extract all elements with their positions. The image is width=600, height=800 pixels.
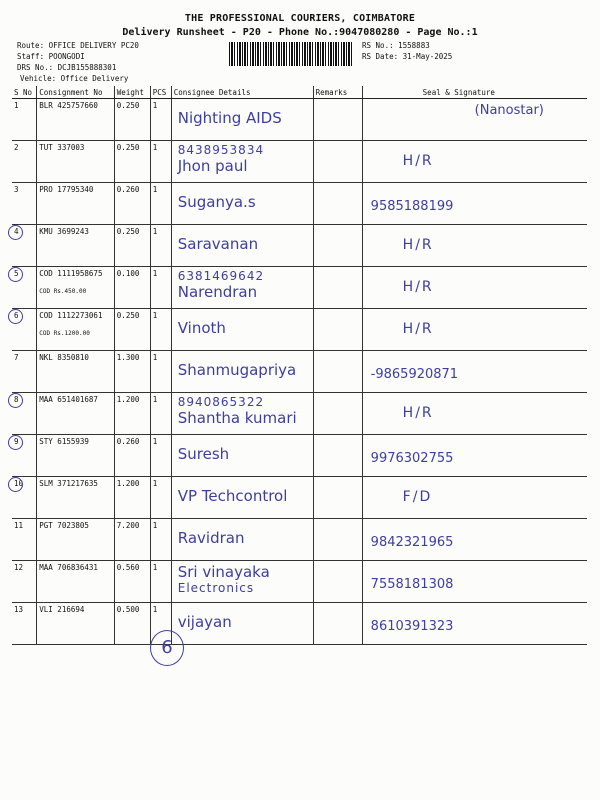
table-row bbox=[12, 99, 587, 141]
circled-serial-mark bbox=[8, 267, 23, 282]
cell-consignment-text: COD 1112273061 bbox=[39, 311, 103, 320]
cell-weight bbox=[114, 393, 150, 435]
cell-sno bbox=[12, 351, 37, 393]
col-consignee: Consignee Details bbox=[171, 86, 313, 99]
cell-consignment-text: PGT 7023805 bbox=[39, 521, 89, 530]
cell-sno bbox=[12, 99, 37, 141]
cell-consignee bbox=[171, 99, 313, 141]
consignee-name: Suresh bbox=[177, 445, 230, 463]
cell-sno bbox=[12, 183, 37, 225]
cell-pcs bbox=[150, 225, 171, 267]
cell-pcs bbox=[150, 267, 171, 309]
consignee-name: Narendran bbox=[177, 283, 258, 301]
signature-text: 7558181308 bbox=[370, 577, 454, 592]
cell-weight bbox=[114, 603, 150, 645]
table-row bbox=[12, 477, 587, 519]
cell-consignment bbox=[37, 267, 115, 309]
cell-sno-text: 9 bbox=[14, 437, 19, 446]
cell-weight bbox=[114, 561, 150, 603]
cell-sno-text: 12 bbox=[14, 563, 24, 572]
table-row bbox=[12, 141, 587, 183]
cell-signature bbox=[362, 351, 587, 393]
cell-remarks bbox=[313, 351, 362, 393]
cell-consignment-text: TUT 337003 bbox=[39, 143, 85, 152]
consignee-phone: 6381469642 bbox=[177, 269, 265, 283]
consignee-name: Saravanan bbox=[177, 235, 259, 253]
cell-weight-text: 0.260 bbox=[116, 185, 140, 194]
cell-sno bbox=[12, 603, 37, 645]
cell-weight bbox=[114, 267, 150, 309]
cell-pcs-text: 1 bbox=[152, 521, 158, 530]
cell-pcs-text: 1 bbox=[152, 479, 158, 488]
circled-serial-mark bbox=[8, 309, 23, 324]
cell-pcs-text: 1 bbox=[152, 269, 158, 278]
consignee-phone: 8940865322 bbox=[177, 395, 265, 409]
cell-pcs-text: 1 bbox=[152, 311, 158, 320]
cell-weight-text: 7.200 bbox=[116, 521, 140, 530]
cell-sno-text: 2 bbox=[14, 143, 19, 152]
cell-consignment-text: BLR 425757660 bbox=[39, 101, 98, 110]
cell-sno-text: 11 bbox=[14, 521, 24, 530]
consignee-phone: 8438953834 bbox=[177, 143, 265, 157]
circled-serial-mark bbox=[8, 225, 23, 240]
cell-remarks bbox=[313, 141, 362, 183]
signature-text: 9842321965 bbox=[370, 535, 454, 550]
cell-remarks bbox=[313, 267, 362, 309]
consignee-name: Ravidran bbox=[177, 529, 245, 547]
table-row bbox=[12, 351, 587, 393]
cell-pcs-text: 1 bbox=[152, 605, 158, 614]
cell-consignment bbox=[37, 309, 115, 351]
cell-consignment-text: VLI 216694 bbox=[39, 605, 85, 614]
table-row bbox=[12, 183, 587, 225]
cell-sno bbox=[12, 519, 37, 561]
cell-sno-text: 10 bbox=[14, 479, 24, 488]
table-row bbox=[12, 225, 587, 267]
signature-text: (Nanostar) bbox=[474, 103, 544, 118]
cell-consignment bbox=[37, 519, 115, 561]
consignee-phone: Electronics bbox=[177, 581, 255, 595]
cell-consignment bbox=[37, 477, 115, 519]
col-pcs: PCS bbox=[150, 86, 171, 99]
cell-consignment-text: COD 1111958675 bbox=[39, 269, 103, 278]
cell-consignee bbox=[171, 141, 313, 183]
cell-consignment bbox=[37, 561, 115, 603]
cell-pcs-text: 1 bbox=[152, 185, 158, 194]
cell-consignment bbox=[37, 99, 115, 141]
cell-consignment bbox=[37, 351, 115, 393]
cell-sno-text: 5 bbox=[14, 269, 19, 278]
cell-remarks bbox=[313, 519, 362, 561]
cell-consignee bbox=[171, 393, 313, 435]
cell-pcs bbox=[150, 477, 171, 519]
cell-consignee bbox=[171, 519, 313, 561]
cell-pcs bbox=[150, 99, 171, 141]
consignee-name: Shantha kumari bbox=[177, 409, 297, 427]
table-row bbox=[12, 435, 587, 477]
consignee-name: Sri vinayaka bbox=[177, 563, 270, 581]
cell-consignee bbox=[171, 225, 313, 267]
cell-signature bbox=[362, 141, 587, 183]
cell-pcs bbox=[150, 183, 171, 225]
cell-weight-text: 1.200 bbox=[116, 395, 140, 404]
cell-pcs-text: 1 bbox=[152, 143, 158, 152]
cell-pcs-text: 1 bbox=[152, 437, 158, 446]
barcode bbox=[229, 42, 353, 66]
cell-weight bbox=[114, 141, 150, 183]
cell-sno-text: 6 bbox=[14, 311, 19, 320]
cell-remarks bbox=[313, 183, 362, 225]
cell-sno bbox=[12, 267, 37, 309]
cell-weight bbox=[114, 477, 150, 519]
cell-weight-text: 0.250 bbox=[116, 101, 140, 110]
cell-consignment bbox=[37, 225, 115, 267]
consignee-name: Shanmugapriya bbox=[177, 361, 297, 379]
route-label: Route: OFFICE DELIVERY PC20 bbox=[17, 41, 139, 50]
cell-pcs bbox=[150, 309, 171, 351]
consignee-name: Nighting AIDS bbox=[177, 109, 282, 127]
cell-pcs-text: 1 bbox=[152, 101, 158, 110]
cell-signature bbox=[362, 225, 587, 267]
signature-text: F/D bbox=[402, 489, 433, 505]
staff-label: Staff: POONGODI bbox=[17, 52, 85, 61]
cell-signature bbox=[362, 435, 587, 477]
drs-number: DRS No.: DCJB155888301 bbox=[17, 63, 117, 72]
cell-weight-text: 0.100 bbox=[116, 269, 140, 278]
cell-remarks bbox=[313, 393, 362, 435]
cell-sno-text: 8 bbox=[14, 395, 19, 404]
cell-consignee bbox=[171, 477, 313, 519]
cell-sno bbox=[12, 225, 37, 267]
col-weight: Weight bbox=[114, 86, 150, 99]
cell-signature bbox=[362, 561, 587, 603]
cell-consignment bbox=[37, 183, 115, 225]
vehicle-label: Vehicle: Office Delivery bbox=[20, 74, 129, 83]
cell-sno-text: 7 bbox=[14, 353, 19, 362]
cell-consignment bbox=[37, 141, 115, 183]
signature-text: 9585188199 bbox=[370, 199, 454, 214]
cell-weight-text: 0.250 bbox=[116, 143, 140, 152]
cell-weight bbox=[114, 309, 150, 351]
cell-consignment-text: STY 6155939 bbox=[39, 437, 89, 446]
cell-weight bbox=[114, 435, 150, 477]
cell-consignment-text: SLM 371217635 bbox=[39, 479, 98, 488]
consignee-name: Suganya.s bbox=[177, 193, 256, 211]
cell-weight-text: 0.250 bbox=[116, 227, 140, 236]
cell-weight bbox=[114, 183, 150, 225]
table-row bbox=[12, 393, 587, 435]
cell-signature bbox=[362, 519, 587, 561]
delivery-table bbox=[12, 86, 587, 645]
cell-pcs-text: 1 bbox=[152, 563, 158, 572]
cell-sno-text: 1 bbox=[14, 101, 19, 110]
cell-signature bbox=[362, 309, 587, 351]
table-row bbox=[12, 267, 587, 309]
cell-consignment-text: NKL 8350810 bbox=[39, 353, 89, 362]
table-row bbox=[12, 309, 587, 351]
cell-signature bbox=[362, 267, 587, 309]
cell-sno-text: 13 bbox=[14, 605, 24, 614]
cell-pcs bbox=[150, 351, 171, 393]
cell-remarks bbox=[313, 225, 362, 267]
table-row bbox=[12, 603, 587, 645]
cell-sno bbox=[12, 309, 37, 351]
cell-weight-text: 1.300 bbox=[116, 353, 140, 362]
signature-text: -9865920871 bbox=[370, 367, 459, 382]
cell-remarks bbox=[313, 99, 362, 141]
cell-sno bbox=[12, 477, 37, 519]
cell-pcs bbox=[150, 393, 171, 435]
cell-weight bbox=[114, 99, 150, 141]
cell-remarks bbox=[313, 603, 362, 645]
cell-consignment-text: PRO 17795340 bbox=[39, 185, 94, 194]
cell-weight bbox=[114, 351, 150, 393]
cell-signature bbox=[362, 99, 587, 141]
cell-consignee bbox=[171, 351, 313, 393]
col-signature: Seal & Signature bbox=[362, 86, 587, 99]
signature-text: 8610391323 bbox=[370, 619, 454, 634]
cell-sno bbox=[12, 141, 37, 183]
cell-consignment bbox=[37, 603, 115, 645]
signature-text: H/R bbox=[402, 237, 434, 253]
cell-consignment-text: KMU 3699243 bbox=[39, 227, 89, 236]
cell-consignee bbox=[171, 561, 313, 603]
signature-text: H/R bbox=[402, 405, 434, 421]
signature-text: 9976302755 bbox=[370, 451, 454, 466]
col-remarks: Remarks bbox=[313, 86, 362, 99]
cell-consignee bbox=[171, 603, 313, 645]
cell-pcs bbox=[150, 561, 171, 603]
table-header-row bbox=[12, 86, 587, 99]
cell-pcs-text: 1 bbox=[152, 353, 158, 362]
cell-consignee bbox=[171, 309, 313, 351]
cell-sno-text: 4 bbox=[14, 227, 19, 236]
table-row bbox=[12, 519, 587, 561]
cell-pcs bbox=[150, 435, 171, 477]
cell-pcs-text: 1 bbox=[152, 395, 158, 404]
cell-pcs-text: 1 bbox=[152, 227, 158, 236]
handwritten-count-mark: 6 bbox=[150, 630, 184, 666]
cell-remarks bbox=[313, 435, 362, 477]
company-name: THE PROFESSIONAL COURIERS, COIMBATORE bbox=[184, 13, 416, 24]
consignee-name: Jhon paul bbox=[177, 157, 248, 175]
consignee-name: Vinoth bbox=[177, 319, 226, 337]
cell-weight-text: 0.500 bbox=[116, 605, 140, 614]
circled-serial-mark bbox=[8, 477, 23, 492]
cell-signature bbox=[362, 603, 587, 645]
cell-consignee bbox=[171, 435, 313, 477]
cell-remarks bbox=[313, 309, 362, 351]
circled-serial-mark bbox=[8, 435, 23, 450]
signature-text: H/R bbox=[402, 153, 434, 169]
cell-consignee bbox=[171, 267, 313, 309]
cell-sno bbox=[12, 435, 37, 477]
cell-sno-text: 3 bbox=[14, 185, 19, 194]
consignee-name: VP Techcontrol bbox=[177, 487, 288, 505]
cell-signature bbox=[362, 183, 587, 225]
cell-weight-text: 1.200 bbox=[116, 479, 140, 488]
col-consignment: Consignment No bbox=[37, 86, 115, 99]
cell-weight-text: 0.560 bbox=[116, 563, 140, 572]
cell-consignment-text: MAA 706836431 bbox=[39, 563, 98, 572]
cell-weight bbox=[114, 519, 150, 561]
signature-text: H/R bbox=[402, 321, 434, 337]
col-sno: S No bbox=[12, 86, 37, 99]
cell-pcs bbox=[150, 519, 171, 561]
circled-serial-mark bbox=[8, 393, 23, 408]
cell-consignee bbox=[171, 183, 313, 225]
cell-pcs bbox=[150, 141, 171, 183]
cell-sno bbox=[12, 393, 37, 435]
cell-signature bbox=[362, 477, 587, 519]
cell-remarks bbox=[313, 477, 362, 519]
rs-date: RS Date: 31-May-2025 bbox=[362, 52, 453, 61]
cell-signature bbox=[362, 393, 587, 435]
signature-text: H/R bbox=[402, 279, 434, 295]
rs-number: RS No.: 1558883 bbox=[362, 41, 430, 50]
cod-amount: COD Rs.450.00 bbox=[39, 288, 87, 295]
runsheet-title: Delivery Runsheet - P20 - Phone No.:9047080280 - Page No.:1 bbox=[122, 27, 478, 38]
cell-remarks bbox=[313, 561, 362, 603]
cell-consignment bbox=[37, 393, 115, 435]
table-row bbox=[12, 561, 587, 603]
cell-weight bbox=[114, 225, 150, 267]
cell-consignment bbox=[37, 435, 115, 477]
cell-weight-text: 0.260 bbox=[116, 437, 140, 446]
cod-amount: COD Rs.1200.00 bbox=[39, 330, 90, 337]
cell-consignment-text: MAA 651401687 bbox=[39, 395, 98, 404]
cell-sno bbox=[12, 561, 37, 603]
cell-weight-text: 0.250 bbox=[116, 311, 140, 320]
consignee-name: vijayan bbox=[177, 613, 232, 631]
